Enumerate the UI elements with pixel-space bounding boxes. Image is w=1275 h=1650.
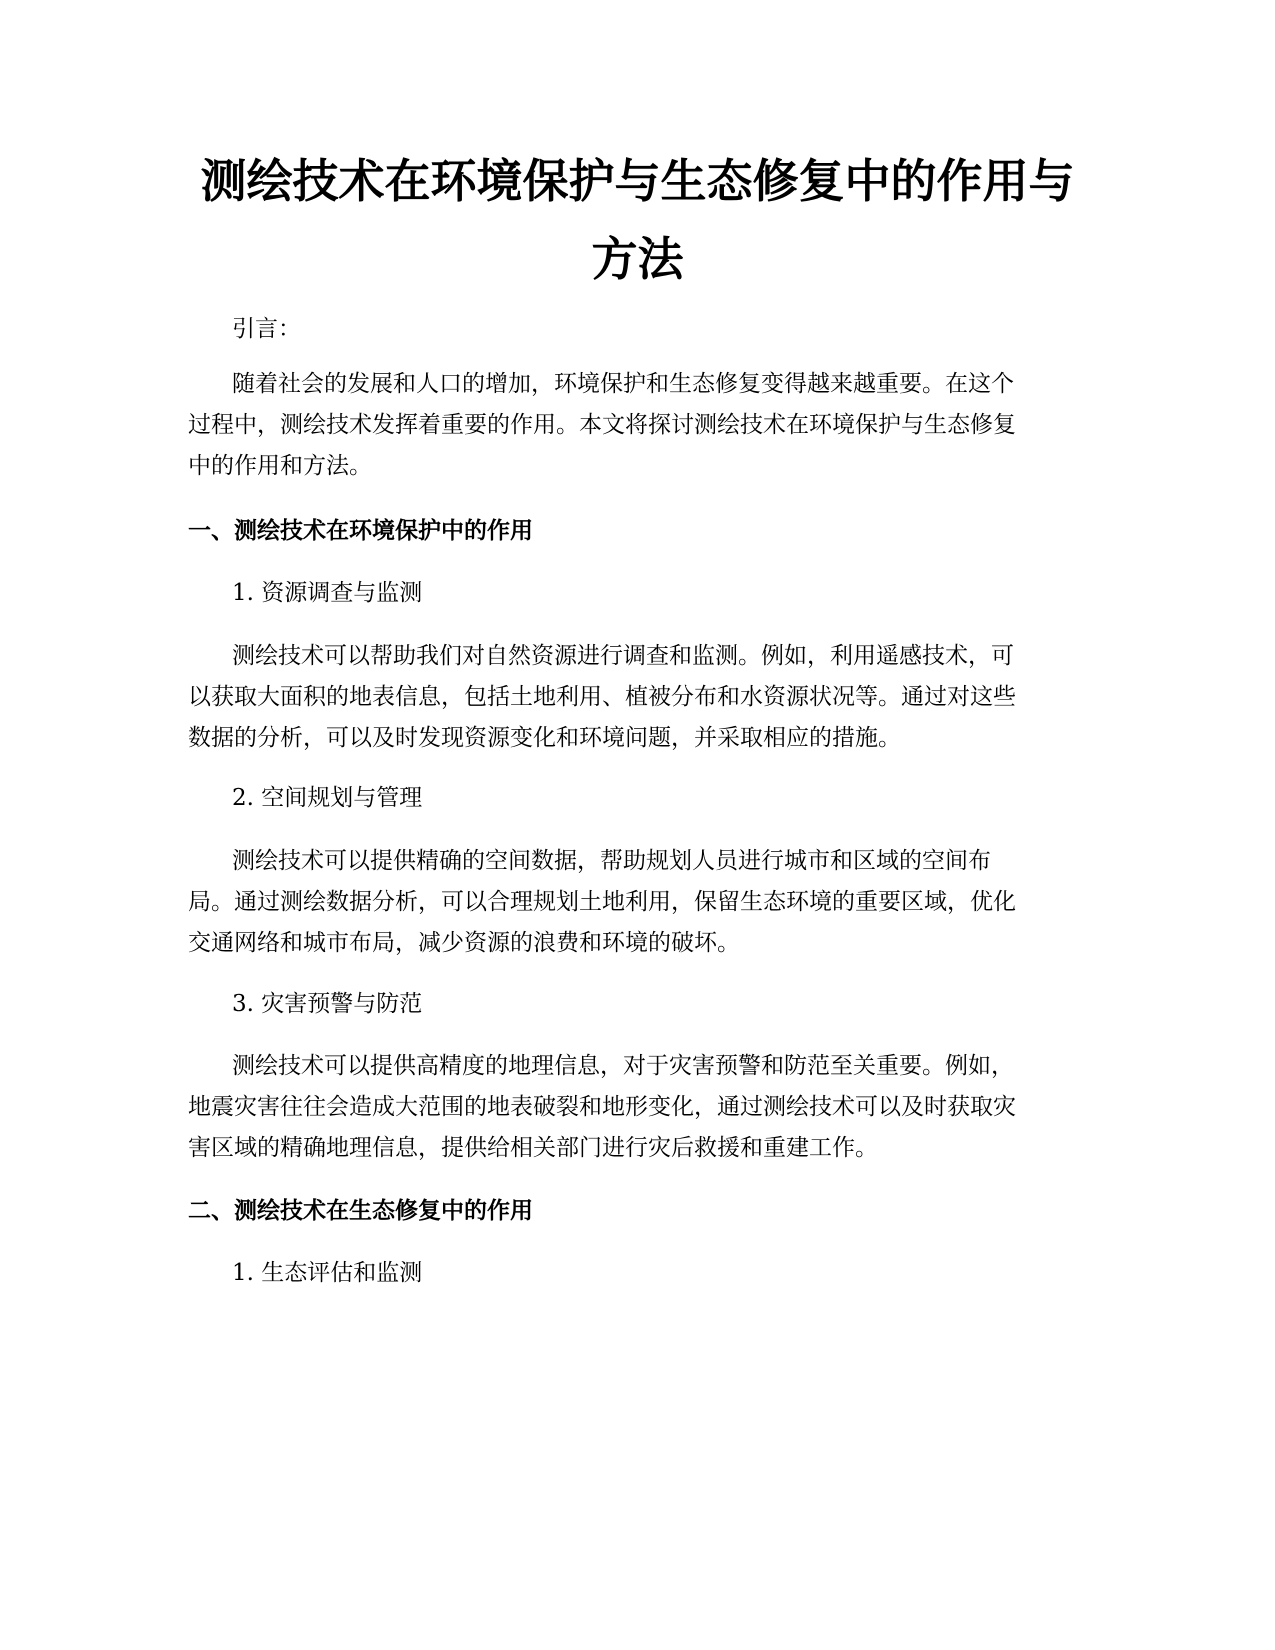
intro-label-text: 引言： bbox=[232, 316, 301, 342]
document-title-line-2: 方法 bbox=[591, 232, 684, 286]
section-1-item-2-title: 2. 空间规划与管理 bbox=[232, 785, 423, 811]
section-1-item-2-line-1: 测绘技术可以提供精确的空间数据，帮助规划人员进行城市和区域的空间布 bbox=[232, 848, 991, 874]
section-2-item-1-title: 1. 生态评估和监测 bbox=[232, 1260, 423, 1286]
section-1-item-2-line-3: 交通网络和城市布局，减少资源的浪费和环境的破坏。 bbox=[188, 930, 740, 956]
section-1-item-1-line-1: 测绘技术可以帮助我们对自然资源进行调查和监测。例如，利用遥感技术，可 bbox=[232, 643, 1014, 669]
section-1-item-1-line-3: 数据的分析，可以及时发现资源变化和环境问题，并采取相应的措施。 bbox=[188, 725, 901, 751]
section-1-item-3-line-3: 害区域的精确地理信息，提供给相关部门进行灾后救援和重建工作。 bbox=[188, 1135, 878, 1161]
section-1-item-1-paragraph bbox=[188, 636, 1090, 759]
section-1-item-3-line-1: 测绘技术可以提供高精度的地理信息，对于灾害预警和防范至关重要。例如， bbox=[232, 1053, 1014, 1079]
intro-paragraph bbox=[188, 364, 1090, 487]
section-1-heading: 一、测绘技术在环境保护中的作用 bbox=[188, 518, 533, 544]
section-1-item-1-title: 1. 资源调查与监测 bbox=[232, 580, 423, 606]
intro-label bbox=[188, 309, 1090, 350]
intro-paragraph-line-1: 随着社会的发展和人口的增加，环境保护和生态修复变得越来越重要。在这个 bbox=[232, 371, 1014, 397]
document-title-line-1: 测绘技术在环境保护与生态修复中的作用与 bbox=[200, 154, 1075, 208]
section-1-item-3-paragraph bbox=[188, 1046, 1090, 1169]
intro-paragraph-line-3: 中的作用和方法。 bbox=[188, 453, 372, 479]
section-1-item-2-paragraph bbox=[188, 841, 1090, 964]
section-1-item-1-line-2: 以获取大面积的地表信息，包括土地利用、植被分布和水资源状况等。通过对这些 bbox=[188, 684, 1016, 710]
section-2-heading: 二、测绘技术在生态修复中的作用 bbox=[188, 1198, 533, 1224]
intro-paragraph-line-2: 过程中，测绘技术发挥着重要的作用。本文将探讨测绘技术在环境保护与生态修复 bbox=[188, 412, 1016, 438]
section-1-item-3-title: 3. 灾害预警与防范 bbox=[232, 991, 423, 1017]
section-1-item-2-line-2: 局。通过测绘数据分析，可以合理规划土地利用，保留生态环境的重要区域，优化 bbox=[188, 889, 1016, 915]
section-1-item-3-line-2: 地震灾害往往会造成大范围的地表破裂和地形变化，通过测绘技术可以及时获取灾 bbox=[188, 1094, 1016, 1120]
